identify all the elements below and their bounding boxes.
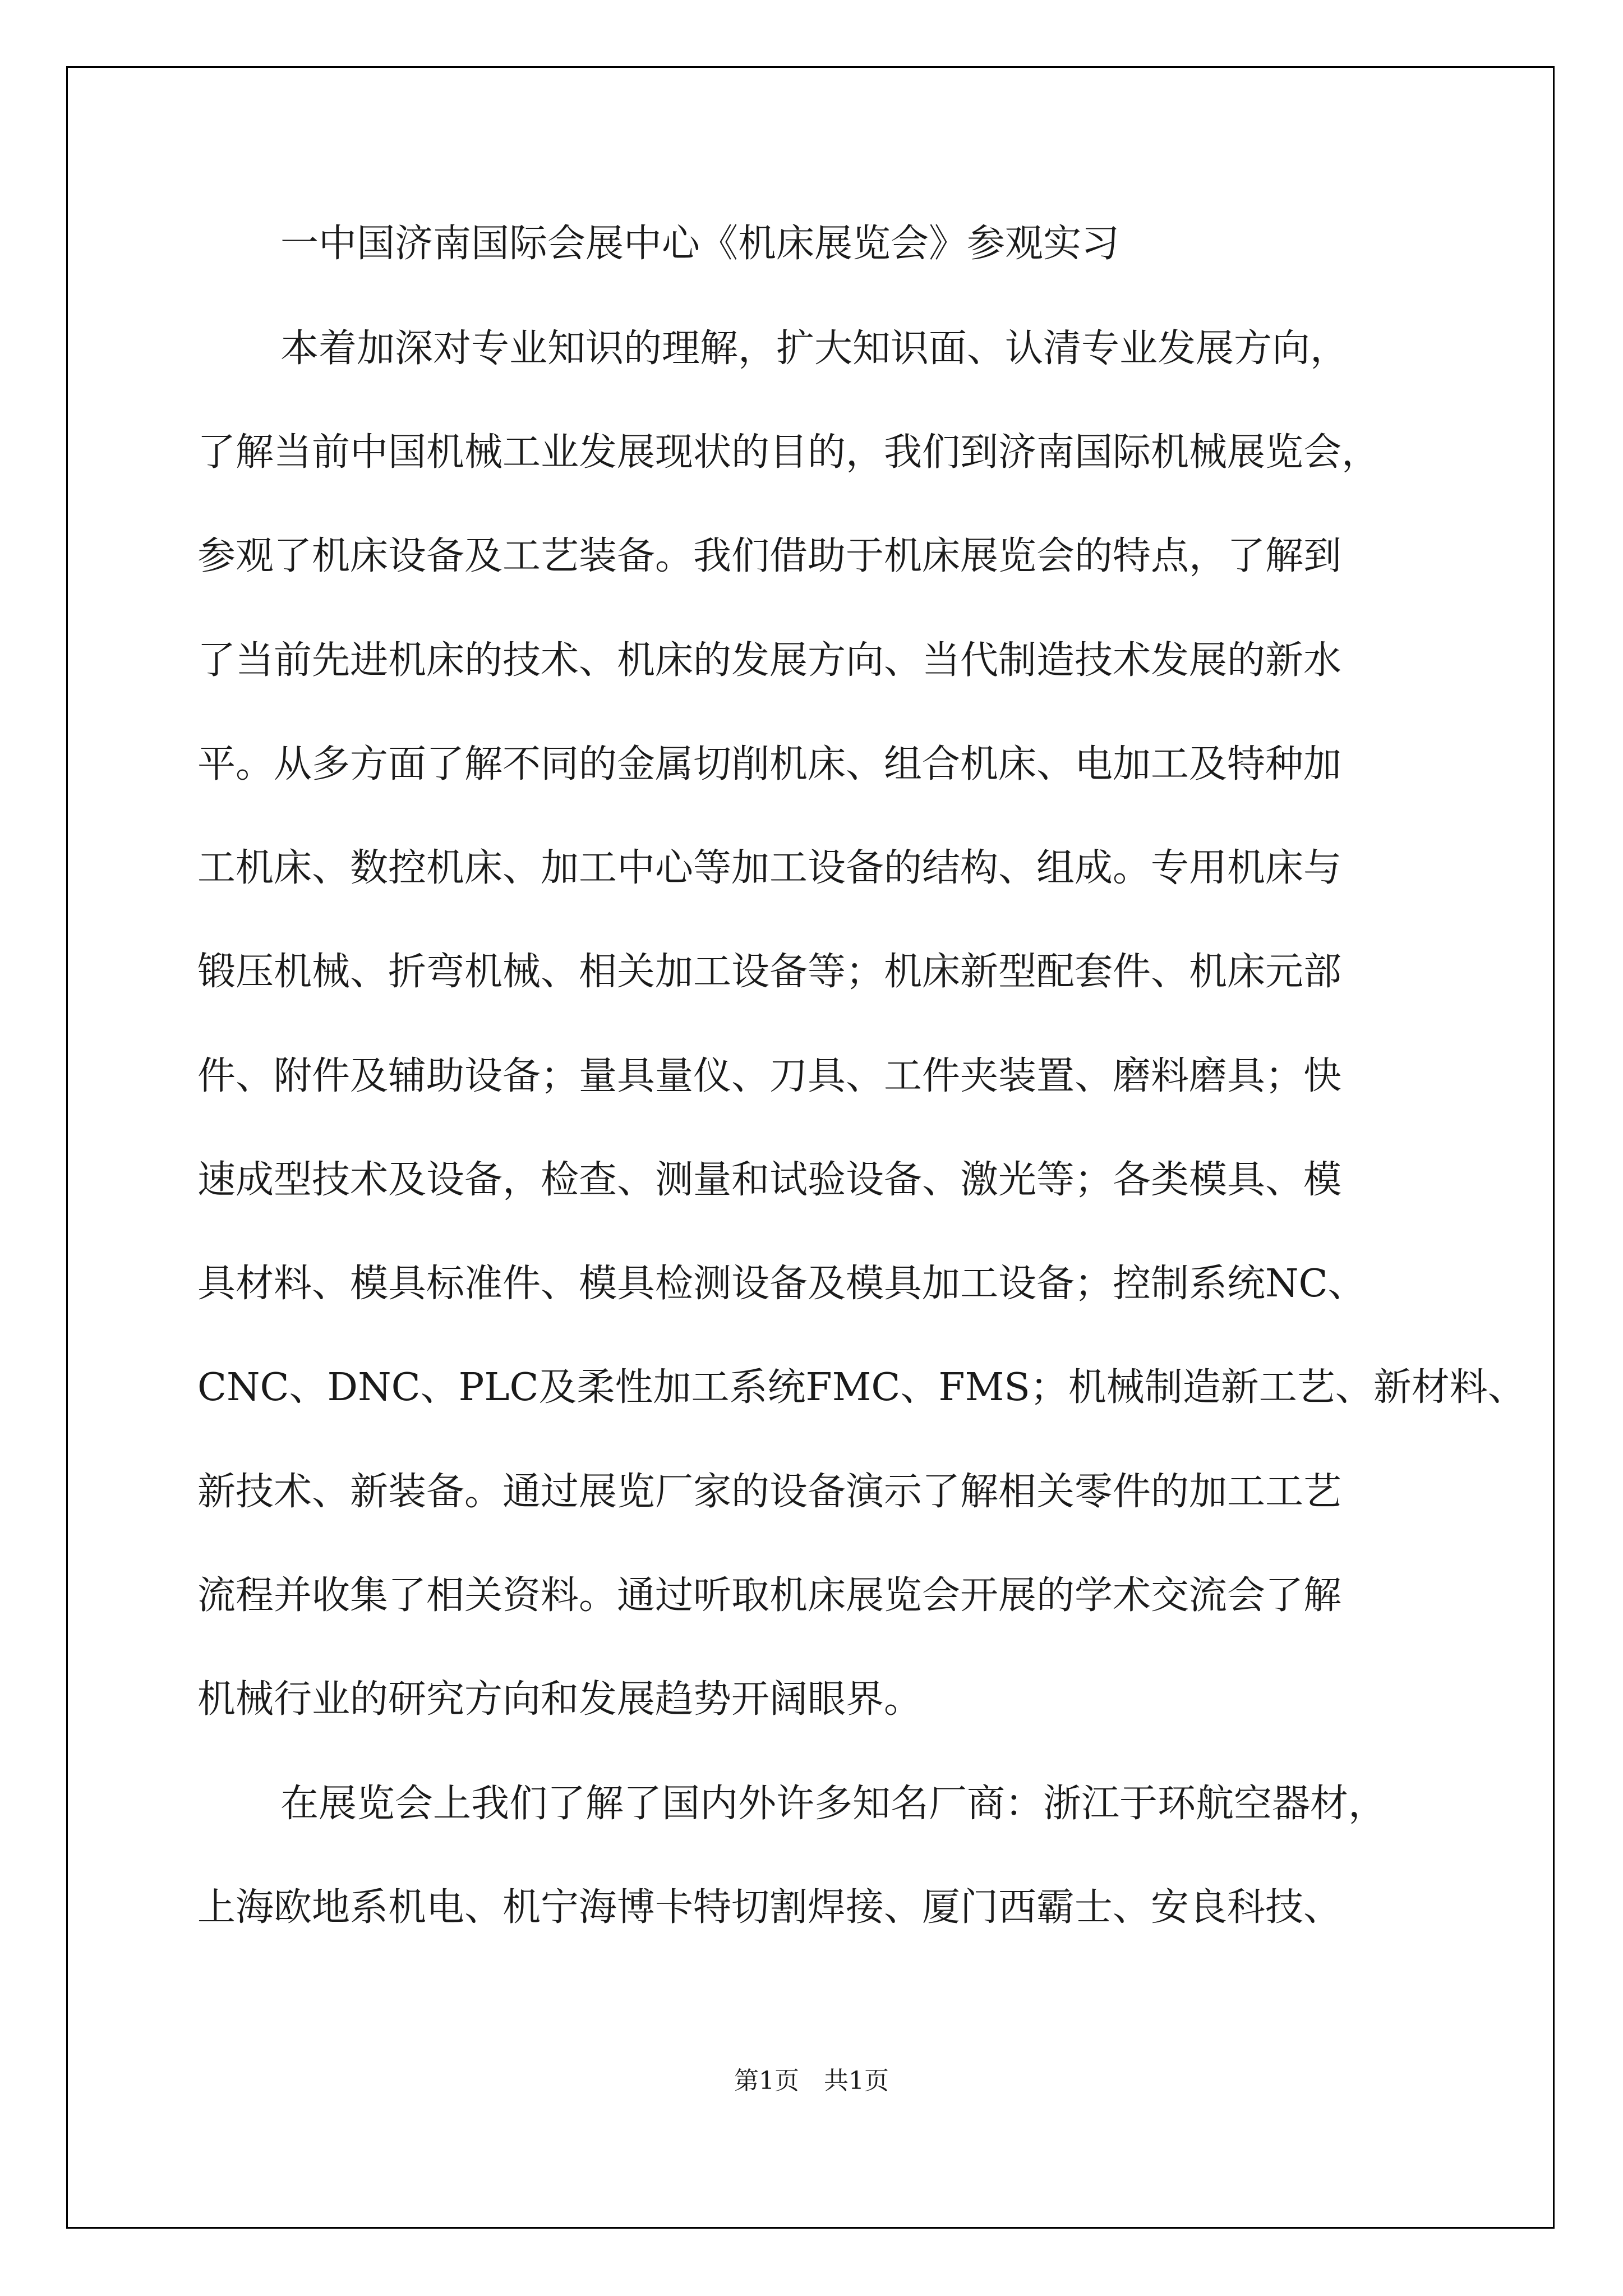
paragraph-1-line-3: 参观了机床设备及工艺装备。我们借助于机床展览会的特点，了解到 [197, 534, 1342, 578]
paragraph-1-line-12: 新技术、新装备。通过展览厂家的设备演示了解相关零件的加工工艺 [197, 1470, 1342, 1514]
paragraph-1-line-13: 流程并收集了相关资料。通过听取机床展览会开展的学术交流会了解 [197, 1573, 1342, 1618]
paragraph-1-line-14: 机械行业的研究方向和发展趋势开阔眼界。 [197, 1677, 923, 1722]
document-heading: 一中国济南国际会展中心《机床展览会》参观实习 [280, 222, 1120, 266]
paragraph-1-line-6: 工机床、数控机床、加工中心等加工设备的结构、组成。专用机床与 [197, 846, 1342, 890]
paragraph-1-line-4: 了当前先进机床的技术、机床的发展方向、当代制造技术发展的新水 [197, 638, 1342, 683]
page-footer: 第1页 共1页 [734, 2067, 889, 2095]
paragraph-1-line-1: 本着加深对专业知识的理解，扩大知识面、认清专业发展方向， [280, 326, 1349, 371]
paragraph-1-line-10: 具材料、模具标准件、模具检测设备及模具加工设备；控制系统NC、 [197, 1262, 1366, 1306]
paragraph-2-line-2: 上海欧地系机电、机宁海博卡特切割焊接、厦门西霸士、安良科技、 [197, 1885, 1342, 1930]
paragraph-1-line-11: CNC、DNC、PLC及柔性加工系统FMC、FMS；机械制造新工艺、新材料、 [197, 1365, 1526, 1410]
paragraph-1-line-9: 速成型技术及设备，检查、测量和试验设备、激光等；各类模具、模 [197, 1158, 1342, 1202]
paragraph-1-line-7: 锻压机械、折弯机械、相关加工设备等；机床新型配套件、机床元部 [197, 950, 1342, 994]
paragraph-1-line-5: 平。从多方面了解不同的金属切削机床、组合机床、电加工及特种加 [197, 742, 1342, 786]
paragraph-1-line-8: 件、附件及辅助设备；量具量仪、刀具、工件夹装置、磨料磨具；快 [197, 1054, 1342, 1098]
paragraph-1-line-2: 了解当前中国机械工业发展现状的目的，我们到济南国际机械展览会， [197, 430, 1380, 475]
paragraph-2-line-1: 在展览会上我们了解了国内外许多知名厂商：浙江于环航空器材， [280, 1782, 1387, 1826]
